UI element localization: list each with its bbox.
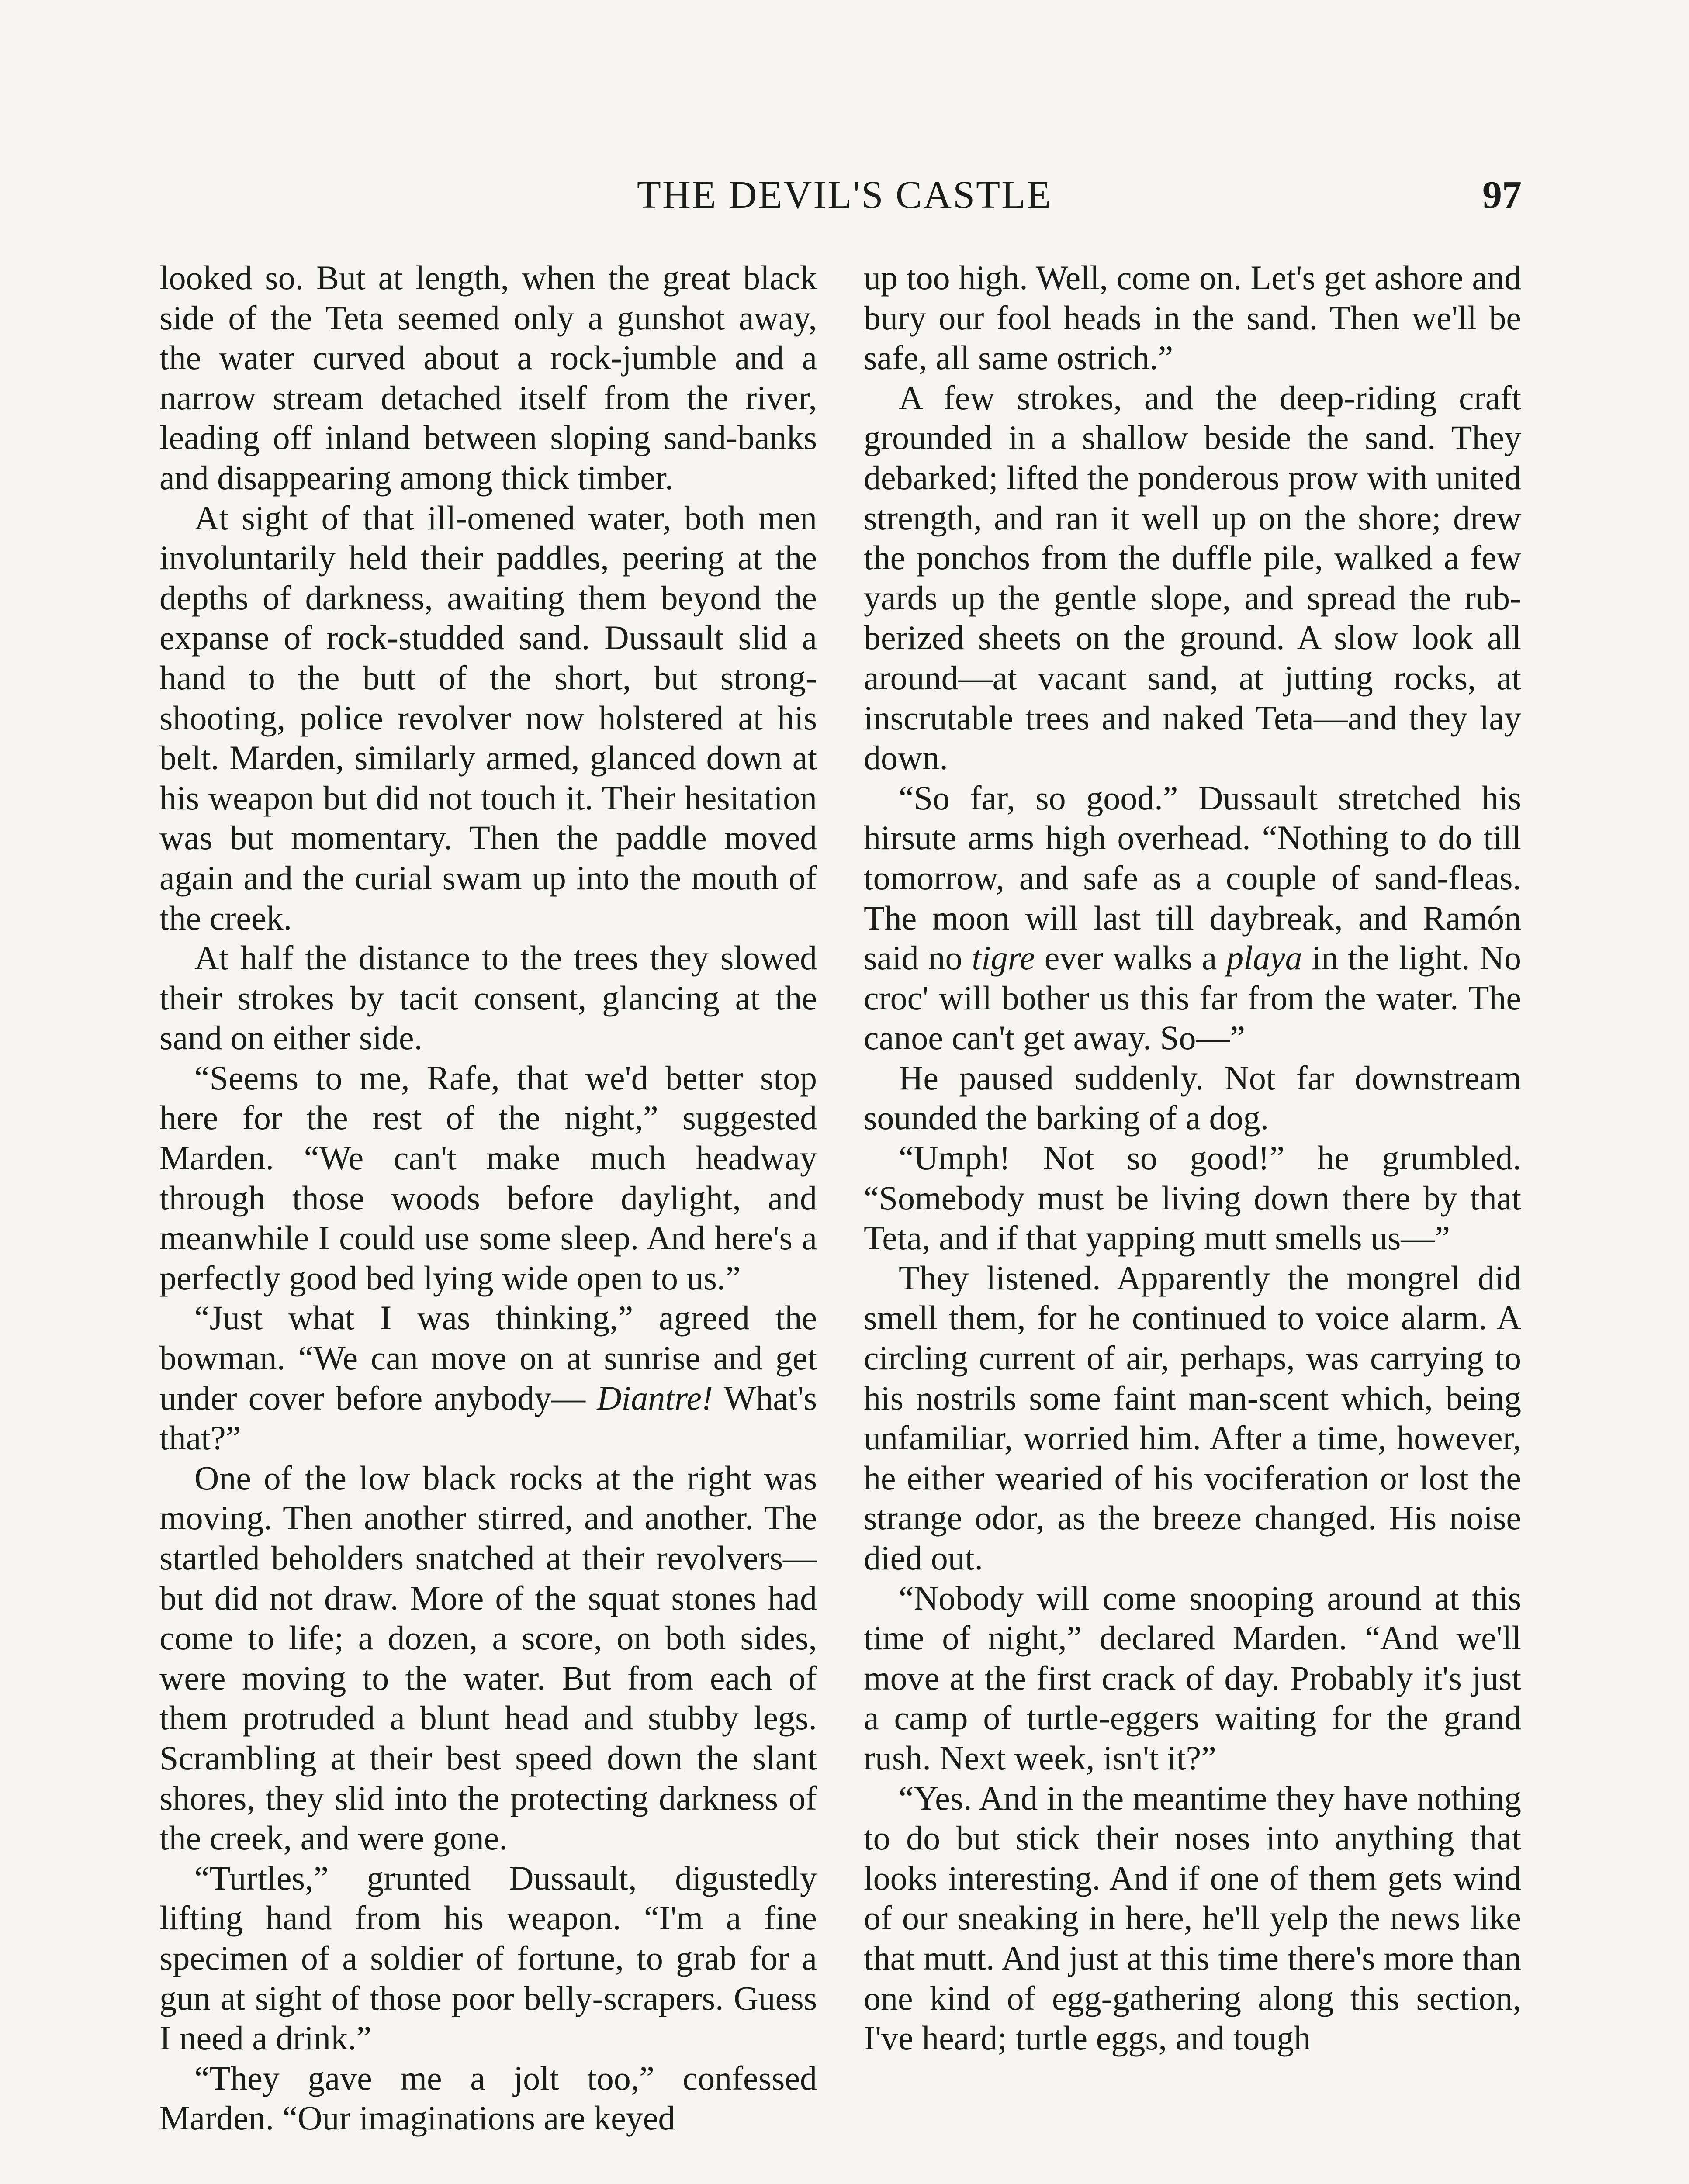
paragraph: “Yes. And in the meantime they have nothing to do but stick their noses into anything that looks interesting. And if one of them gets wind of our sneaking in here, he'll yelp the news like that mutt. And just at this time there's more than one kind of egg-gathering along this section, I've heard; turtle eggs, and tough — [864, 1779, 1521, 2057]
paragraph: They listened. Apparently the mongrel did smell them, for he continued to voice alarm. A circling current of air, perhaps, was carrying to his nostrils some faint man-scent which, being unfamiliar, worried him. After a time, however, he either wearied of his vociferation or lost the strange odor, as the breeze changed. His noise died out. — [864, 1258, 1521, 1577]
italic-word: playa — [1226, 939, 1302, 977]
paragraph: looked so. But at length, when the great black side of the Teta seemed only a gunshot away, the water curved about a rock-jumble and a narrow stream detached itself from the river, leading off inland between sloping sand-banks and disappearing among thick timber. — [159, 259, 817, 497]
text-run: “So far, so good.” Dussault stretched his hirsute arms high overhead. “Nothing to do till tomorrow, and safe as a couple of sand-fleas. The moon will last till daybreak, and Ramón said no — [864, 778, 1521, 977]
left-text-column — [159, 258, 817, 2138]
paragraph: At sight of that ill-omened water, both men involuntarily held their paddles, peering at the depths of darkness, awaiting them beyond the expanse of rock-studded sand. Dussault slid a hand to the butt of the short, but strong-shooting, police revolver now holstered at his belt. Marden, similarly armed, glanced down at his weapon but did not touch it. Their hesitation was but momentary. Then the paddle moved again and the curial swam up into the mouth of the creek. — [159, 498, 817, 937]
paragraph: “Seems to me, Rafe, that we'd better stop here for the rest of the night,” suggested Marden. “We can't make much headway through those woods before daylight, and meanwhile I could use some sleep. And here's a perfectly good bed lying wide open to us.” — [159, 1058, 817, 1297]
paragraph: up too high. Well, come on. Let's get ashore and bury our fool heads in the sand. Then we'll be safe, all same ostrich.” — [864, 259, 1521, 377]
paragraph: “Nobody will come snooping around at this time of night,” declared Marden. “And we'll move at the first crack of day. Probably it's just a camp of turtle-eggers waiting for the grand rush. Next week, isn't it?” — [864, 1579, 1521, 1777]
text-run: in the light. No croc' will bother us this far from the water. The canoe can't get away. So—” — [864, 939, 1521, 1057]
right-text-column — [864, 258, 1521, 2058]
text-run: ever walks a — [1035, 939, 1227, 977]
text-run: “Just what I was thinking,” agreed the bowman. “We can move on at sunrise and get under cover before anybody— — [159, 1299, 817, 1417]
paragraph: At half the distance to the trees they slowed their strokes by tacit consent, glancing at the sand on either side. — [159, 939, 817, 1057]
paragraph: “Turtles,” grunted Dussault, digustedly lifting hand from his weapon. “I'm a fine specimen of a soldier of fortune, to grab for a gun at sight of those poor belly-scrapers. Guess I need a drink.” — [159, 1859, 817, 2057]
paragraph — [159, 1298, 817, 1458]
page-header — [0, 173, 1689, 229]
italic-word: Diantre! — [597, 1379, 713, 1417]
paragraph: A few strokes, and the deep-riding craft grounded in a shallow beside the sand. They debarked; lifted the ponderous prow with united strength, and ran it well up on the shore; drew the ponchos from the duffle pile, walked a few yards up the gentle slope, and spread the rubberized sheets on the ground. A slow look all around—at vacant sand, at jutting rocks, at inscrutable trees and naked Teta—and they lay down. — [864, 378, 1521, 777]
text-run: What's that?” — [159, 1379, 817, 1457]
paragraph: He paused suddenly. Not far downstream sounded the barking of a dog. — [864, 1058, 1521, 1137]
italic-word: tigre — [972, 939, 1035, 977]
paragraph — [864, 778, 1521, 1058]
paragraph: “They gave me a jolt too,” confessed Marden. “Our imaginations are keyed — [159, 2059, 817, 2137]
paragraph: One of the low black rocks at the right was moving. Then another stirred, and another. The startled beholders snatched at their revolvers—but did not draw. More of the squat stones had come to life; a dozen, a score, on both sides, were moving to the water. But from each of them protruded a blunt head and stubby legs. Scrambling at their best speed down the slant shores, they slid into the protecting darkness of the creek, and were gone. — [159, 1458, 817, 1857]
page-number: 97 — [1482, 173, 1522, 217]
running-title: THE DEVIL'S CASTLE — [637, 173, 1052, 217]
paragraph: “Umph! Not so good!” he grumbled. “Somebody must be living down there by that Teta, and if that yapping mutt smells us—” — [864, 1139, 1521, 1257]
